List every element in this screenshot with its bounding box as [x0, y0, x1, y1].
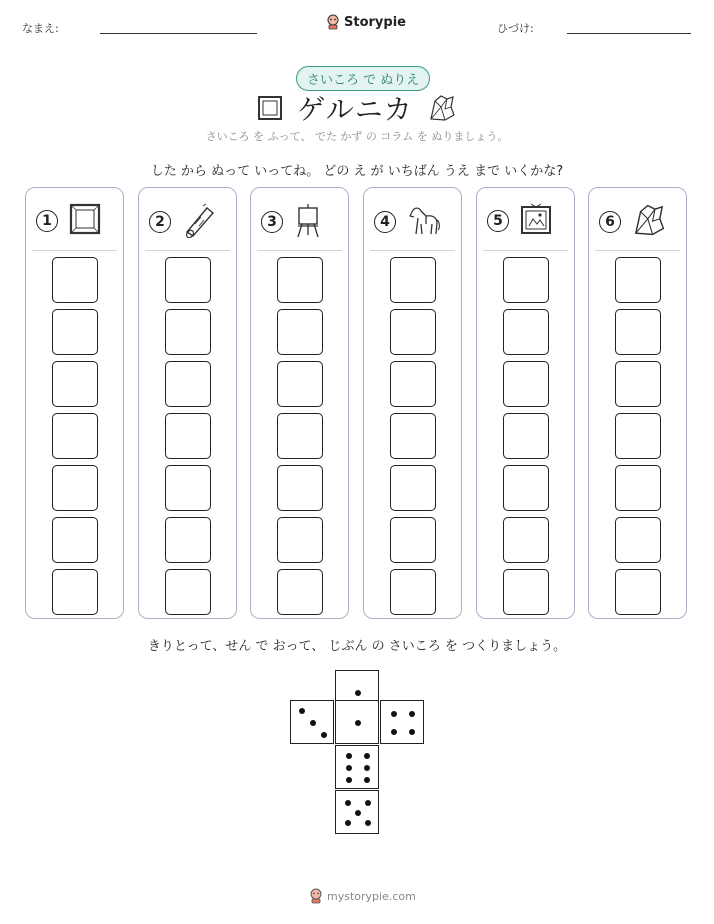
- coloring-box[interactable]: [615, 257, 661, 303]
- title-row: [0, 88, 714, 128]
- coloring-box[interactable]: [615, 361, 661, 407]
- coloring-box[interactable]: [390, 517, 436, 563]
- die-net[interactable]: [290, 670, 424, 836]
- coloring-box[interactable]: [503, 257, 549, 303]
- column-divider: [32, 250, 117, 251]
- column-divider: [145, 250, 230, 251]
- easel-icon: [293, 202, 323, 242]
- coloring-box[interactable]: [503, 517, 549, 563]
- coloring-box[interactable]: [52, 361, 98, 407]
- frame-icon: [68, 202, 102, 240]
- column-header: [149, 202, 217, 242]
- die-pip: [310, 720, 316, 726]
- instruction: した から ぬって いってね。 どの え が いちばん うえ まで いくかな?: [150, 164, 564, 179]
- die-pip: [321, 732, 327, 738]
- die-pip: [345, 820, 351, 826]
- die-pip: [391, 711, 397, 717]
- coloring-box[interactable]: [277, 361, 323, 407]
- footer: [309, 888, 416, 904]
- die-pip: [365, 800, 371, 806]
- coloring-box[interactable]: [503, 309, 549, 355]
- die-pip: [409, 711, 415, 717]
- storypie-mascot-icon: [326, 14, 340, 30]
- coloring-box[interactable]: [52, 465, 98, 511]
- storypie-mascot-icon: [309, 888, 323, 904]
- column-5: [476, 187, 575, 619]
- horse-icon: [406, 202, 442, 242]
- coloring-box[interactable]: [390, 309, 436, 355]
- name-label: なまえ:: [22, 22, 59, 35]
- coloring-box[interactable]: [165, 257, 211, 303]
- coloring-box[interactable]: [52, 413, 98, 459]
- column-divider: [257, 250, 342, 251]
- date-line[interactable]: [567, 33, 691, 34]
- coloring-box[interactable]: [165, 413, 211, 459]
- coloring-box[interactable]: [165, 569, 211, 615]
- name-line[interactable]: [100, 33, 257, 34]
- column-3: [250, 187, 349, 619]
- coloring-box[interactable]: [52, 309, 98, 355]
- column-divider: [483, 250, 568, 251]
- column-header: [36, 202, 102, 240]
- column-divider: [595, 250, 680, 251]
- coloring-box[interactable]: [277, 465, 323, 511]
- coloring-box[interactable]: [390, 257, 436, 303]
- die-pip: [346, 753, 352, 759]
- framed-painting-icon: [519, 202, 553, 240]
- date-label: ひづけ:: [497, 22, 534, 35]
- coloring-box[interactable]: [390, 361, 436, 407]
- column-2: [138, 187, 237, 619]
- coloring-box[interactable]: [503, 361, 549, 407]
- coloring-box[interactable]: [615, 413, 661, 459]
- activity-tag: さいころ で ぬりえ: [296, 66, 430, 91]
- coloring-box[interactable]: [165, 465, 211, 511]
- die-pip: [364, 777, 370, 783]
- coloring-box[interactable]: [165, 309, 211, 355]
- die-pip: [346, 765, 352, 771]
- column-divider: [370, 250, 455, 251]
- die-pip: [391, 729, 397, 735]
- die-pip: [346, 777, 352, 783]
- coloring-box[interactable]: [277, 569, 323, 615]
- die-pip: [345, 800, 351, 806]
- column-number: 2: [149, 211, 171, 233]
- cubist-wolf-icon: [427, 93, 457, 123]
- brand-logo: [326, 14, 406, 30]
- coloring-box[interactable]: [503, 569, 549, 615]
- footer-site: mystorypie.com: [327, 889, 416, 903]
- coloring-box[interactable]: [390, 413, 436, 459]
- column-number: 4: [374, 211, 396, 233]
- coloring-box[interactable]: [52, 569, 98, 615]
- column-header: [487, 202, 553, 240]
- die-pip: [355, 810, 361, 816]
- wood-log-icon: [181, 202, 217, 242]
- die-face-4: [380, 700, 424, 744]
- coloring-box[interactable]: [52, 517, 98, 563]
- die-face-1: [335, 700, 379, 744]
- column-header: [599, 202, 667, 242]
- cubist-wolf-icon: [631, 202, 667, 242]
- coloring-box[interactable]: [615, 517, 661, 563]
- coloring-box[interactable]: [503, 465, 549, 511]
- coloring-box[interactable]: [615, 465, 661, 511]
- coloring-box[interactable]: [503, 413, 549, 459]
- column-header: [374, 202, 442, 242]
- coloring-box[interactable]: [390, 569, 436, 615]
- coloring-box[interactable]: [165, 517, 211, 563]
- coloring-box[interactable]: [277, 517, 323, 563]
- column-number: 3: [261, 211, 283, 233]
- coloring-box[interactable]: [615, 569, 661, 615]
- die-face-6: [335, 745, 379, 789]
- cut-instruction: きりとって、せん で おって、 じぶん の さいころ を つくりましょう。: [147, 639, 567, 654]
- coloring-box[interactable]: [165, 361, 211, 407]
- column-1: [25, 187, 124, 619]
- die-pip: [409, 729, 415, 735]
- die-pip: [365, 820, 371, 826]
- die-pip: [355, 690, 361, 696]
- die-face-3: [290, 700, 334, 744]
- coloring-box[interactable]: [277, 309, 323, 355]
- coloring-box[interactable]: [277, 413, 323, 459]
- frame-icon: [257, 95, 283, 121]
- die-pip: [355, 720, 361, 726]
- coloring-box[interactable]: [277, 257, 323, 303]
- page-title: ゲルニカ: [297, 93, 413, 126]
- column-4: [363, 187, 462, 619]
- coloring-box[interactable]: [615, 309, 661, 355]
- column-6: [588, 187, 687, 619]
- coloring-box[interactable]: [390, 465, 436, 511]
- coloring-box[interactable]: [52, 257, 98, 303]
- column-number: 1: [36, 210, 58, 232]
- brand-name: Storypie: [344, 14, 406, 30]
- die-pip: [364, 753, 370, 759]
- column-number: 5: [487, 210, 509, 232]
- die-pip: [299, 708, 305, 714]
- subtitle: さいころ を ふって、 でた かず の コラム を ぬりましょう。: [205, 130, 509, 143]
- column-number: 6: [599, 211, 621, 233]
- die-pip: [364, 765, 370, 771]
- column-header: [261, 202, 323, 242]
- die-face-5: [335, 790, 379, 834]
